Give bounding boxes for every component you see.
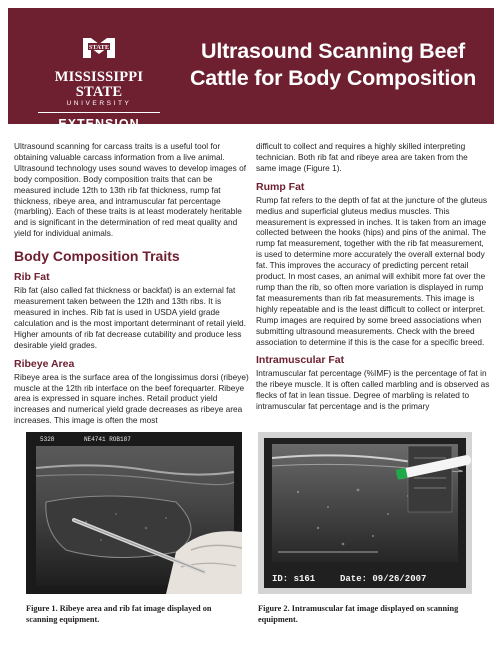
left-column bbox=[14, 141, 250, 433]
title-line-1: Ultrasound Scanning Beef bbox=[201, 39, 465, 63]
svg-text:STATE: STATE bbox=[88, 44, 110, 51]
logo-state-text: MISSISSIPPI STATE bbox=[54, 69, 144, 100]
intro-paragraph: Ultrasound scanning for carcass traits is a useful tool for obtaining valuable carcass information from a live animal. Ultrasound technology uses sound waves to develop images of body composition. Body composition traits that can be measured include 12th to 13th rib fat thickness, rump fat thickness, ribeye area, and intramuscular fat percentage (marbling). Each of these traits is at least moderately heritable and is significant in the determination of red meat quality and yield for individual animals. bbox=[14, 141, 246, 239]
msu-extension-logo bbox=[34, 34, 164, 131]
title-line-2: Cattle for Body Composition bbox=[189, 66, 477, 90]
figure-1-overlay-id: NE4741 ROB187 bbox=[84, 436, 131, 443]
intramuscular-fat-paragraph: Intramuscular fat percentage (%IMF) is the percentage of fat in the ribeye muscle. It is often called marbling and is observed as flecks of fat in lean tissue. Degree of marbling is related to intramuscular fat percentage and is the primary bbox=[256, 368, 490, 412]
header-banner bbox=[8, 8, 494, 131]
figure-2-ultrasound-photo bbox=[258, 432, 472, 594]
figure-1-ultrasound-photo bbox=[26, 432, 242, 594]
rump-fat-heading: Rump Fat bbox=[256, 180, 305, 193]
figure-1-caption: Figure 1. Ribeye area and rib fat image displayed on scanning equipment. bbox=[26, 604, 212, 624]
body-traits-heading: Body Composition Traits bbox=[14, 248, 180, 265]
ribeye-paragraph: Ribeye area is the surface area of the longissimus dorsi (ribeye) muscle at the 12th rib interface on the beef forequarter. Ribeye area is expressed in square inches. Retail product yield increases and numerical yield grade decreases as ribeye area increases. This image is often the most bbox=[14, 371, 249, 426]
ribeye-heading: Ribeye Area bbox=[14, 357, 75, 370]
ribeye-continued-paragraph: difficult to collect and requires a highly skilled interpreting technician. Both rib fat and ribeye area are taken from the same image (Figure 1). bbox=[256, 141, 468, 173]
figure-2-caption: Figure 2. Intramuscular fat image displayed on scanning equipment. bbox=[258, 604, 459, 624]
figure-1-overlay-label: 5328 bbox=[40, 436, 55, 443]
state-seal-icon bbox=[79, 34, 119, 62]
right-column bbox=[256, 141, 490, 419]
intramuscular-fat-heading: Intramuscular Fat bbox=[256, 354, 345, 367]
rib-fat-paragraph: Rib fat (also called fat thickness or backfat) is an external fat measurement taken between the 12th and 13th ribs. It is measured in inches. Rib fat is used in USDA yield grade calculation and is the most important determinant of retail yield. Higher amounts of rib fat decrease cutability and produce less desirable yield grades. bbox=[14, 285, 246, 350]
figure-2-overlay-date: Date: 09/26/2007 bbox=[340, 574, 427, 584]
ultrasound-screen-image bbox=[26, 432, 242, 594]
figure-2-overlay-id: ID: s161 bbox=[272, 574, 316, 584]
page-title bbox=[168, 38, 498, 92]
logo-divider bbox=[38, 112, 160, 113]
logo-extension-text: EXTENSION bbox=[58, 117, 140, 131]
rib-fat-heading: Rib Fat bbox=[14, 271, 50, 284]
ultrasound-screen-image bbox=[258, 432, 472, 594]
logo-university-text: UNIVERSITY bbox=[66, 100, 132, 107]
rump-fat-paragraph: Rump fat refers to the depth of fat at the juncture of the gluteus medius and superficial gluteus medius muscles. This measurement is expressed in inches. It is taken from an image collected between the hooks (hips) and pins of the animal. The rump fat measurement, together with the rib fat measurement, is used to determine more accurately the overall external body fat. This improves the accuracy of predicting percent retail product. In most cases, an animal will exhibit more fat over the rump than the rib, so often more variation is displayed in rump fat measurements than rib fat measurements. This image is highly repeatable and is the least difficult to collect or interpret. Rump images are required by some breed associations when submitting ultrasound measurements. Check with the breed association to determine if this is the case for a specific breed. bbox=[256, 194, 488, 347]
